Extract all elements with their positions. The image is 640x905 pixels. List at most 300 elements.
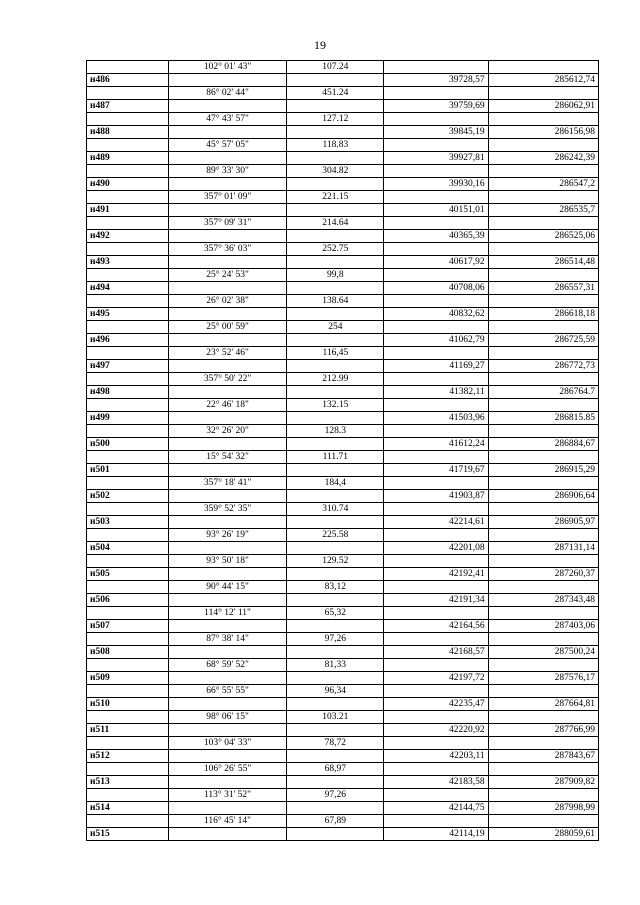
distance-cell: 252.75: [287, 243, 384, 256]
distance-cell: [287, 542, 384, 555]
table-row: [87, 763, 599, 776]
table-row: [87, 776, 599, 789]
point-cell: н511: [87, 724, 169, 737]
x-coordinate-cell: [384, 425, 488, 438]
x-coordinate-cell: [384, 191, 488, 204]
angle-cell: [168, 776, 287, 789]
point-cell: [87, 139, 169, 152]
point-cell: н513: [87, 776, 169, 789]
table-row: [87, 126, 599, 139]
distance-cell: [287, 594, 384, 607]
point-cell: н493: [87, 256, 169, 269]
angle-cell: [168, 360, 287, 373]
point-cell: [87, 555, 169, 568]
table-row: [87, 477, 599, 490]
y-coordinate-cell: 286915,29: [488, 464, 598, 477]
x-coordinate-cell: 42235,47: [384, 698, 488, 711]
angle-cell: [168, 516, 287, 529]
table-row: [87, 360, 599, 373]
y-coordinate-cell: 287403,06: [488, 620, 598, 633]
point-cell: [87, 607, 169, 620]
x-coordinate-cell: [384, 217, 488, 230]
distance-cell: [287, 100, 384, 113]
angle-cell: 113° 31' 52": [168, 789, 287, 802]
distance-cell: [287, 386, 384, 399]
point-cell: [87, 399, 169, 412]
y-coordinate-cell: 286725,59: [488, 334, 598, 347]
x-coordinate-cell: [384, 503, 488, 516]
y-coordinate-cell: 286815.85: [488, 412, 598, 425]
table-row: [87, 594, 599, 607]
distance-cell: 138.64: [287, 295, 384, 308]
distance-cell: 214.64: [287, 217, 384, 230]
x-coordinate-cell: [384, 451, 488, 464]
table-row: [87, 633, 599, 646]
table-row: [87, 139, 599, 152]
point-cell: [87, 815, 169, 828]
y-coordinate-cell: [488, 607, 598, 620]
point-cell: н507: [87, 620, 169, 633]
table-row: [87, 750, 599, 763]
x-coordinate-cell: [384, 529, 488, 542]
distance-cell: 184,4: [287, 477, 384, 490]
table-row: [87, 568, 599, 581]
distance-cell: 254: [287, 321, 384, 334]
distance-cell: [287, 412, 384, 425]
x-coordinate-cell: 42164,56: [384, 620, 488, 633]
distance-cell: [287, 438, 384, 451]
table-row: [87, 412, 599, 425]
angle-cell: 106° 26' 55": [168, 763, 287, 776]
angle-cell: 25° 00' 59": [168, 321, 287, 334]
x-coordinate-cell: 42197,72: [384, 672, 488, 685]
point-cell: н508: [87, 646, 169, 659]
point-cell: н514: [87, 802, 169, 815]
distance-cell: [287, 74, 384, 87]
point-cell: [87, 763, 169, 776]
distance-cell: 128.3: [287, 425, 384, 438]
y-coordinate-cell: 286772,73: [488, 360, 598, 373]
y-coordinate-cell: [488, 789, 598, 802]
point-cell: н488: [87, 126, 169, 139]
distance-cell: 129.52: [287, 555, 384, 568]
y-coordinate-cell: 286156,98: [488, 126, 598, 139]
point-cell: [87, 347, 169, 360]
angle-cell: [168, 204, 287, 217]
point-cell: н489: [87, 152, 169, 165]
angle-cell: [168, 412, 287, 425]
angle-cell: 68° 59' 52": [168, 659, 287, 672]
y-coordinate-cell: 287131,14: [488, 542, 598, 555]
y-coordinate-cell: 287766,99: [488, 724, 598, 737]
table-row: [87, 516, 599, 529]
distance-cell: 310.74: [287, 503, 384, 516]
y-coordinate-cell: [488, 581, 598, 594]
angle-cell: 47° 43' 57": [168, 113, 287, 126]
point-cell: н494: [87, 282, 169, 295]
x-coordinate-cell: [384, 243, 488, 256]
angle-cell: [168, 542, 287, 555]
y-coordinate-cell: 286535,7: [488, 204, 598, 217]
point-cell: н490: [87, 178, 169, 191]
distance-cell: 451.24: [287, 87, 384, 100]
table-row: [87, 217, 599, 230]
point-cell: [87, 61, 169, 74]
x-coordinate-cell: 40617,92: [384, 256, 488, 269]
x-coordinate-cell: 42220,92: [384, 724, 488, 737]
y-coordinate-cell: [488, 243, 598, 256]
angle-cell: [168, 74, 287, 87]
distance-cell: [287, 490, 384, 503]
angle-cell: [168, 334, 287, 347]
x-coordinate-cell: [384, 87, 488, 100]
distance-cell: [287, 698, 384, 711]
x-coordinate-cell: 42191,34: [384, 594, 488, 607]
angle-cell: 66° 55' 55": [168, 685, 287, 698]
y-coordinate-cell: 288059,61: [488, 828, 598, 841]
angle-cell: [168, 230, 287, 243]
y-coordinate-cell: 286884,67: [488, 438, 598, 451]
y-coordinate-cell: [488, 737, 598, 750]
point-cell: [87, 373, 169, 386]
angle-cell: 98° 06' 15": [168, 711, 287, 724]
table-row: [87, 321, 599, 334]
table-row: [87, 685, 599, 698]
angle-cell: 359° 52' 35": [168, 503, 287, 516]
x-coordinate-cell: 39927,81: [384, 152, 488, 165]
point-cell: [87, 711, 169, 724]
x-coordinate-cell: [384, 763, 488, 776]
x-coordinate-cell: 42203,11: [384, 750, 488, 763]
x-coordinate-cell: [384, 737, 488, 750]
point-cell: н492: [87, 230, 169, 243]
angle-cell: 45° 57' 05": [168, 139, 287, 152]
angle-cell: [168, 594, 287, 607]
distance-cell: [287, 204, 384, 217]
point-cell: [87, 113, 169, 126]
angle-cell: 25° 24' 53": [168, 269, 287, 282]
point-cell: [87, 685, 169, 698]
angle-cell: [168, 828, 287, 841]
x-coordinate-cell: [384, 61, 488, 74]
table-row: [87, 438, 599, 451]
y-coordinate-cell: [488, 191, 598, 204]
x-coordinate-cell: [384, 269, 488, 282]
distance-cell: [287, 568, 384, 581]
point-cell: н504: [87, 542, 169, 555]
table-row: [87, 256, 599, 269]
angle-cell: [168, 490, 287, 503]
table-row: [87, 659, 599, 672]
angle-cell: 26° 02' 38": [168, 295, 287, 308]
angle-cell: [168, 282, 287, 295]
distance-cell: [287, 360, 384, 373]
distance-cell: 68,97: [287, 763, 384, 776]
distance-cell: [287, 282, 384, 295]
distance-cell: 103.21: [287, 711, 384, 724]
x-coordinate-cell: 42114,19: [384, 828, 488, 841]
angle-cell: 357° 18' 41": [168, 477, 287, 490]
x-coordinate-cell: 42192,41: [384, 568, 488, 581]
table-row: [87, 464, 599, 477]
table-row: [87, 308, 599, 321]
y-coordinate-cell: [488, 763, 598, 776]
angle-cell: 93° 26' 19": [168, 529, 287, 542]
distance-cell: [287, 178, 384, 191]
x-coordinate-cell: 42201,08: [384, 542, 488, 555]
x-coordinate-cell: 42144,75: [384, 802, 488, 815]
distance-cell: [287, 516, 384, 529]
y-coordinate-cell: [488, 373, 598, 386]
angle-cell: [168, 802, 287, 815]
x-coordinate-cell: 39930,16: [384, 178, 488, 191]
angle-cell: [168, 568, 287, 581]
point-cell: н512: [87, 750, 169, 763]
distance-cell: 67,89: [287, 815, 384, 828]
x-coordinate-cell: 41169,27: [384, 360, 488, 373]
distance-cell: [287, 230, 384, 243]
angle-cell: [168, 100, 287, 113]
point-cell: н506: [87, 594, 169, 607]
point-cell: [87, 269, 169, 282]
distance-cell: [287, 126, 384, 139]
y-coordinate-cell: [488, 503, 598, 516]
angle-cell: 15° 54' 32": [168, 451, 287, 464]
table-row: [87, 347, 599, 360]
point-cell: [87, 659, 169, 672]
x-coordinate-cell: [384, 789, 488, 802]
y-coordinate-cell: [488, 451, 598, 464]
y-coordinate-cell: [488, 477, 598, 490]
distance-cell: 116,45: [287, 347, 384, 360]
angle-cell: [168, 438, 287, 451]
table-row: [87, 74, 599, 87]
distance-cell: 97,26: [287, 789, 384, 802]
y-coordinate-cell: [488, 685, 598, 698]
y-coordinate-cell: [488, 139, 598, 152]
distance-cell: [287, 646, 384, 659]
point-cell: [87, 737, 169, 750]
angle-cell: [168, 386, 287, 399]
distance-cell: [287, 464, 384, 477]
y-coordinate-cell: [488, 815, 598, 828]
x-coordinate-cell: [384, 139, 488, 152]
point-cell: н509: [87, 672, 169, 685]
distance-cell: 132.15: [287, 399, 384, 412]
y-coordinate-cell: [488, 711, 598, 724]
angle-cell: [168, 256, 287, 269]
x-coordinate-cell: [384, 347, 488, 360]
distance-cell: 99,8: [287, 269, 384, 282]
angle-cell: 116° 45' 14": [168, 815, 287, 828]
point-cell: [87, 243, 169, 256]
point-cell: н501: [87, 464, 169, 477]
y-coordinate-cell: 287909,82: [488, 776, 598, 789]
y-coordinate-cell: 287260,37: [488, 568, 598, 581]
angle-cell: [168, 126, 287, 139]
x-coordinate-cell: [384, 633, 488, 646]
table-row: [87, 61, 599, 74]
table-row: [87, 243, 599, 256]
table-row: [87, 451, 599, 464]
table-row: [87, 178, 599, 191]
angle-cell: 22° 46' 18": [168, 399, 287, 412]
y-coordinate-cell: [488, 321, 598, 334]
table-row: [87, 230, 599, 243]
table-row: [87, 191, 599, 204]
angle-cell: 23° 52' 46": [168, 347, 287, 360]
distance-cell: 96,34: [287, 685, 384, 698]
point-cell: н510: [87, 698, 169, 711]
table-row: [87, 373, 599, 386]
table-row: [87, 113, 599, 126]
table-row: [87, 815, 599, 828]
y-coordinate-cell: 286242,39: [488, 152, 598, 165]
x-coordinate-cell: 42183,58: [384, 776, 488, 789]
x-coordinate-cell: 40365,39: [384, 230, 488, 243]
table-row: [87, 490, 599, 503]
x-coordinate-cell: 41612,24: [384, 438, 488, 451]
y-coordinate-cell: 287576,17: [488, 672, 598, 685]
distance-cell: 83,12: [287, 581, 384, 594]
table-row: [87, 581, 599, 594]
x-coordinate-cell: [384, 113, 488, 126]
y-coordinate-cell: [488, 633, 598, 646]
table-row: [87, 646, 599, 659]
x-coordinate-cell: 41062,79: [384, 334, 488, 347]
x-coordinate-cell: 39759,69: [384, 100, 488, 113]
distance-cell: 97,26: [287, 633, 384, 646]
distance-cell: 81,33: [287, 659, 384, 672]
y-coordinate-cell: 286514,48: [488, 256, 598, 269]
table-row: [87, 698, 599, 711]
x-coordinate-cell: [384, 711, 488, 724]
x-coordinate-cell: [384, 399, 488, 412]
table-row: [87, 334, 599, 347]
distance-cell: [287, 724, 384, 737]
x-coordinate-cell: [384, 607, 488, 620]
y-coordinate-cell: 287664,81: [488, 698, 598, 711]
coordinates-table: [86, 60, 599, 841]
angle-cell: 103° 04' 33": [168, 737, 287, 750]
x-coordinate-cell: 41719,67: [384, 464, 488, 477]
table-row: [87, 620, 599, 633]
table-row: [87, 503, 599, 516]
point-cell: [87, 295, 169, 308]
table-row: [87, 607, 599, 620]
x-coordinate-cell: [384, 581, 488, 594]
x-coordinate-cell: 40832,62: [384, 308, 488, 321]
angle-cell: [168, 750, 287, 763]
point-cell: [87, 789, 169, 802]
angle-cell: 102° 01' 43": [168, 61, 287, 74]
table-row: [87, 399, 599, 412]
point-cell: [87, 529, 169, 542]
y-coordinate-cell: 287998,99: [488, 802, 598, 815]
y-coordinate-cell: [488, 347, 598, 360]
point-cell: [87, 451, 169, 464]
table-row: [87, 724, 599, 737]
y-coordinate-cell: [488, 269, 598, 282]
angle-cell: [168, 308, 287, 321]
point-cell: н499: [87, 412, 169, 425]
table-row: [87, 672, 599, 685]
table-row: [87, 295, 599, 308]
point-cell: н495: [87, 308, 169, 321]
point-cell: н491: [87, 204, 169, 217]
table-row: [87, 529, 599, 542]
table-row: [87, 204, 599, 217]
angle-cell: 90° 44' 15": [168, 581, 287, 594]
x-coordinate-cell: [384, 659, 488, 672]
angle-cell: 87° 38' 14": [168, 633, 287, 646]
angle-cell: 114° 12' 11": [168, 607, 287, 620]
point-cell: [87, 633, 169, 646]
table-row: [87, 386, 599, 399]
table-row: [87, 828, 599, 841]
distance-cell: [287, 802, 384, 815]
point-cell: [87, 321, 169, 334]
coordinates-table-body: [87, 61, 599, 841]
angle-cell: [168, 724, 287, 737]
point-cell: [87, 87, 169, 100]
x-coordinate-cell: 39728,57: [384, 74, 488, 87]
y-coordinate-cell: [488, 87, 598, 100]
y-coordinate-cell: [488, 425, 598, 438]
point-cell: н497: [87, 360, 169, 373]
x-coordinate-cell: [384, 321, 488, 334]
table-row: [87, 165, 599, 178]
table-row: [87, 542, 599, 555]
angle-cell: [168, 152, 287, 165]
point-cell: [87, 425, 169, 438]
y-coordinate-cell: [488, 295, 598, 308]
point-cell: н503: [87, 516, 169, 529]
y-coordinate-cell: 287843,67: [488, 750, 598, 763]
table-row: [87, 282, 599, 295]
distance-cell: 225.58: [287, 529, 384, 542]
y-coordinate-cell: 286062,91: [488, 100, 598, 113]
point-cell: [87, 503, 169, 516]
table-row: [87, 87, 599, 100]
table-row: [87, 269, 599, 282]
distance-cell: [287, 828, 384, 841]
distance-cell: [287, 256, 384, 269]
y-coordinate-cell: 286618,18: [488, 308, 598, 321]
point-cell: н515: [87, 828, 169, 841]
point-cell: н498: [87, 386, 169, 399]
table-row: [87, 100, 599, 113]
y-coordinate-cell: [488, 529, 598, 542]
point-cell: [87, 217, 169, 230]
distance-cell: [287, 334, 384, 347]
point-cell: н505: [87, 568, 169, 581]
angle-cell: 89° 33' 30": [168, 165, 287, 178]
y-coordinate-cell: 286764.7: [488, 386, 598, 399]
distance-cell: 118.83: [287, 139, 384, 152]
distance-cell: [287, 152, 384, 165]
point-cell: н486: [87, 74, 169, 87]
x-coordinate-cell: [384, 555, 488, 568]
point-cell: н502: [87, 490, 169, 503]
table-row: [87, 711, 599, 724]
point-cell: н500: [87, 438, 169, 451]
distance-cell: [287, 308, 384, 321]
point-cell: [87, 191, 169, 204]
y-coordinate-cell: 286905,97: [488, 516, 598, 529]
page-number: 19: [314, 38, 326, 52]
distance-cell: 107.24: [287, 61, 384, 74]
